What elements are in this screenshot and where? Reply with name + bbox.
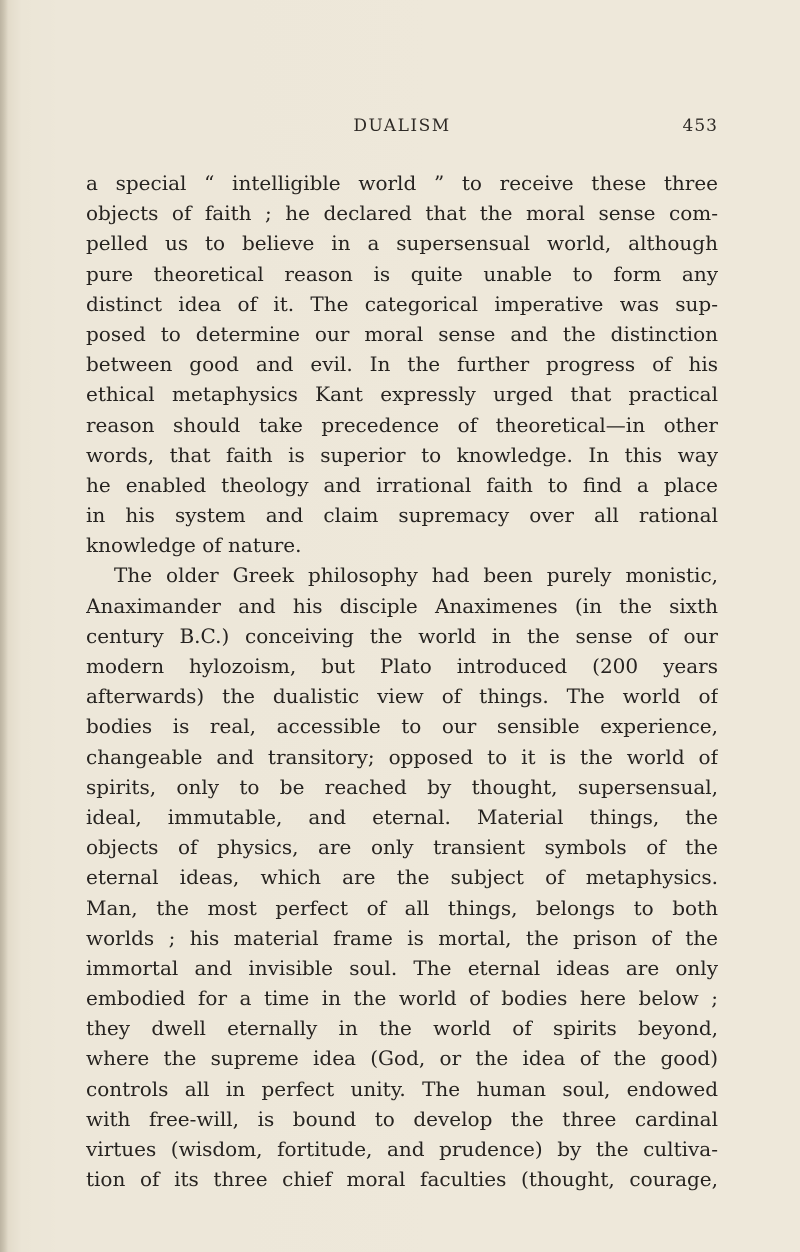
text-line: he enabled theology and irrational faith to find a place [86, 472, 718, 497]
text-line: spirits, only to be reached by thought, supersensual, [86, 774, 718, 799]
text-line: in his system and claim supremacy over all rational [86, 503, 718, 528]
text-line: changeable and transitory; opposed to it is the world of [86, 744, 718, 769]
text-line: virtues (wisdom, fortitude, and prudence) by the cultiva- [86, 1137, 718, 1161]
page-gutter [0, 0, 8, 1252]
text-line: where the supreme idea (God, or the idea of the good) [86, 1046, 718, 1071]
text-line: embodied for a time in the world of bodies here below ; [86, 986, 718, 1011]
text-line: between good and evil. In the further progress of his [86, 352, 718, 377]
text-line: with free-will, is bound to develop the three cardinal [86, 1106, 718, 1131]
body-text [86, 168, 718, 1194]
text-line: afterwards) the dualistic view of things. The world of [86, 684, 718, 709]
text-line: tion of its three chief moral faculties (thought, courage, [86, 1167, 718, 1192]
text-line: posed to determine our moral sense and the distinction [86, 321, 718, 346]
text-line: distinct idea of it. The categorical imperative was sup- [86, 291, 718, 316]
text-line: Anaximander and his disciple Anaximenes (in the sixth [86, 593, 718, 618]
text-line: ethical metaphysics Kant expressly urged that practical [86, 382, 718, 407]
text-line: century B.C.) conceiving the world in the sense of our [86, 623, 718, 648]
text-line: The older Greek philosophy had been purely monistic, [114, 563, 718, 588]
text-line: controls all in perfect unity. The human soul, endowed [86, 1076, 718, 1101]
text-line: worlds ; his material frame is mortal, the prison of the [86, 925, 718, 950]
text-line: ideal, immutable, and eternal. Material things, the [86, 804, 718, 829]
text-line: objects of physics, are only transient symbols of the [86, 835, 718, 860]
text-line: bodies is real, accessible to our sensible experience, [86, 714, 718, 739]
text-line: pelled us to believe in a supersensual world, although [86, 231, 718, 256]
text-line: they dwell eternally in the world of spirits beyond, [86, 1016, 718, 1041]
text-line: knowledge of nature. [86, 533, 302, 558]
text-line: words, that faith is superior to knowledge. In this way [86, 442, 718, 467]
text-line: objects of faith ; he declared that the moral sense com- [86, 201, 718, 226]
running-head: DUALISM [353, 116, 451, 136]
text-line: immortal and invisible soul. The eternal ideas are only [86, 955, 718, 980]
text-line: a special “ intelligible world ” to receive these three [86, 171, 718, 195]
page-number: 453 [682, 116, 718, 136]
text-line: Man, the most perfect of all things, belongs to both [86, 895, 718, 920]
text-line: reason should take precedence of theoretical—in other [86, 412, 718, 437]
text-line: pure theoretical reason is quite unable to form any [86, 261, 718, 286]
text-line: eternal ideas, which are the subject of metaphysics. [86, 865, 718, 890]
page-header [86, 116, 718, 140]
text-line: modern hylozoism, but Plato introduced (200 years [86, 654, 718, 678]
